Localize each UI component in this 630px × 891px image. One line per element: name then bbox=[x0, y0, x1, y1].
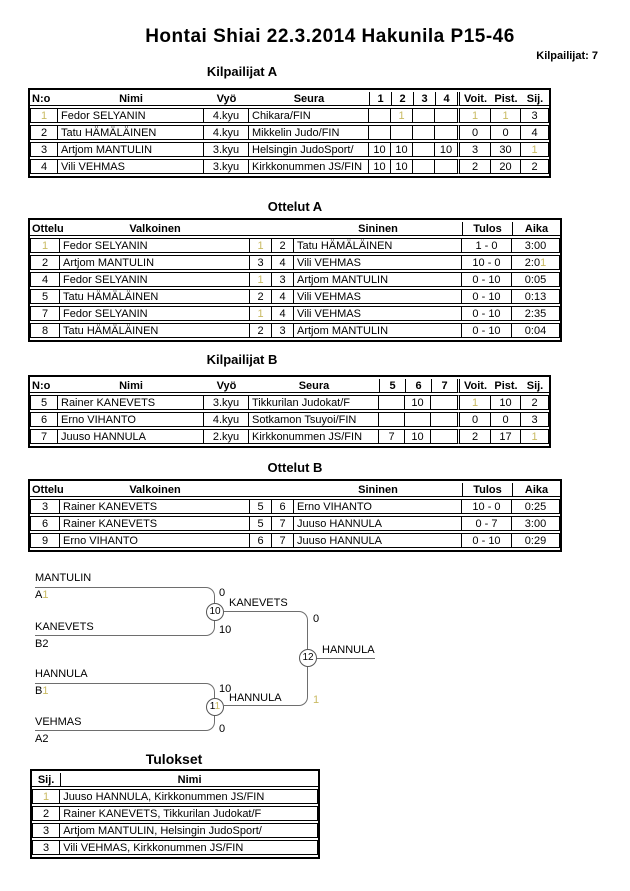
bracket-seed-label: B1 bbox=[35, 685, 49, 697]
table-cell bbox=[32, 789, 60, 804]
section-title-matches-a: Ottelut A bbox=[267, 199, 323, 214]
table-cell: Erno VIHANTO bbox=[58, 412, 204, 427]
faded-one-digit: 1 bbox=[531, 143, 538, 156]
column-header: Nimi bbox=[60, 773, 318, 787]
column-header: Pist. bbox=[491, 379, 521, 393]
table-cell: Vili VEHMAS bbox=[294, 306, 462, 321]
table-cell: Rainer KANEVETS bbox=[60, 516, 250, 531]
column-header: Voit. bbox=[457, 92, 491, 106]
table-cell: 0:29 bbox=[512, 533, 560, 548]
bracket-winner-label: KANEVETS bbox=[229, 597, 288, 609]
table-cell: Fedor SELYANIN bbox=[60, 306, 250, 321]
table-cell: 2 bbox=[457, 159, 491, 174]
faded-one-digit: 1 bbox=[502, 109, 509, 122]
column-header: Nimi bbox=[58, 379, 204, 393]
column-header: Aika bbox=[512, 222, 560, 236]
table-cell: 2 bbox=[272, 238, 294, 253]
faded-one-digit: 1 bbox=[42, 589, 49, 601]
table-cell: Vili VEHMAS bbox=[294, 255, 462, 270]
matches-a-table bbox=[28, 218, 562, 342]
table-cell: Juuso HANNULA bbox=[294, 516, 462, 531]
table-cell: Fedor SELYANIN bbox=[60, 272, 250, 287]
faded-one-digit: 1 bbox=[41, 239, 49, 252]
match-number-badge: 11 bbox=[206, 698, 224, 716]
faded-one-digit: 1 bbox=[471, 396, 479, 409]
table-cell: 7 bbox=[30, 306, 60, 321]
table-cell bbox=[379, 395, 405, 410]
table-cell: 3 bbox=[521, 412, 549, 427]
table-row bbox=[32, 789, 318, 804]
table-cell bbox=[431, 395, 457, 410]
table-cell bbox=[431, 412, 457, 427]
table-cell: Rainer KANEVETS bbox=[58, 395, 204, 410]
column-header: N:o bbox=[30, 379, 58, 393]
table-cell: 4.kyu bbox=[204, 412, 249, 427]
column-header: Sij. bbox=[521, 379, 549, 393]
table-cell: Juuso HANNULA, Kirkkonummen JS/FIN bbox=[60, 789, 318, 804]
table-cell: 10 bbox=[491, 395, 521, 410]
header-row bbox=[30, 483, 560, 497]
table-cell: 10 bbox=[435, 142, 457, 157]
table-cell: Juuso HANNULA bbox=[294, 533, 462, 548]
table-cell bbox=[369, 108, 391, 123]
column-header: N:o bbox=[30, 92, 58, 106]
header-row bbox=[30, 379, 549, 393]
table-cell: Tatu HÄMÄLÄINEN bbox=[294, 238, 462, 253]
table-cell: 3.kyu bbox=[204, 395, 249, 410]
table-cell: 2:35 bbox=[512, 306, 560, 321]
table-cell: Vili VEHMAS, Kirkkonummen JS/FIN bbox=[60, 840, 318, 855]
competitors-b bbox=[30, 377, 549, 446]
table-cell: Artjom MANTULIN, Helsingin JudoSport/ bbox=[60, 823, 318, 838]
column-header: Sij. bbox=[32, 773, 60, 787]
table-cell: 10 bbox=[405, 395, 431, 410]
table-cell: 10 - 0 bbox=[462, 255, 512, 270]
table-row bbox=[30, 142, 549, 157]
table-cell: 7 bbox=[379, 429, 405, 444]
table-cell: 0 bbox=[457, 412, 491, 427]
table-cell bbox=[413, 108, 435, 123]
bracket-competitor-label: MANTULIN bbox=[35, 572, 92, 584]
table-row bbox=[30, 238, 560, 253]
table-cell bbox=[250, 272, 272, 287]
table-cell bbox=[491, 108, 521, 123]
table-cell: 0 - 10 bbox=[462, 533, 512, 548]
table-cell: 10 bbox=[369, 142, 391, 157]
results bbox=[32, 771, 318, 857]
table-row bbox=[32, 823, 318, 838]
table-cell bbox=[379, 412, 405, 427]
table-cell: Kirkkonummen JS/FIN bbox=[249, 429, 379, 444]
table-cell: 3:00 bbox=[512, 238, 560, 253]
table-cell: 5 bbox=[250, 516, 272, 531]
competitors-a-table bbox=[28, 88, 551, 178]
table-cell: 6 bbox=[30, 412, 58, 427]
column-header: Ottelu bbox=[32, 222, 64, 235]
section-title-competitors-b: Kilpailijat B bbox=[206, 352, 278, 367]
table-row bbox=[30, 395, 549, 410]
table-cell: Tikkurilan Judokat/F bbox=[249, 395, 379, 410]
table-cell bbox=[457, 395, 491, 410]
table-cell: 4 bbox=[272, 289, 294, 304]
competitors-b-table bbox=[28, 375, 551, 448]
faded-one-digit: 1 bbox=[214, 701, 221, 712]
table-cell: Artjom MANTULIN bbox=[294, 272, 462, 287]
column-header: Seura bbox=[249, 379, 379, 393]
column-header: Pist. bbox=[491, 92, 521, 106]
table-cell: 2 bbox=[30, 255, 60, 270]
column-header: 7 bbox=[431, 379, 457, 393]
table-cell bbox=[431, 429, 457, 444]
column-header: Tulos bbox=[462, 222, 512, 236]
table-cell: 0 bbox=[457, 125, 491, 140]
table-cell: 3 bbox=[521, 108, 549, 123]
table-cell: 3 bbox=[250, 255, 272, 270]
results-table bbox=[30, 769, 320, 859]
faded-one-digit: 1 bbox=[40, 109, 48, 122]
table-cell: Chikara/FIN bbox=[249, 108, 369, 123]
table-cell: 6 bbox=[30, 516, 60, 531]
faded-one-digit: 1 bbox=[257, 273, 264, 286]
faded-one-digit: 1 bbox=[531, 430, 538, 443]
table-row bbox=[30, 499, 560, 514]
table-cell: 0 - 10 bbox=[462, 323, 512, 338]
table-cell: Erno VIHANTO bbox=[60, 533, 250, 548]
competitors-a bbox=[30, 90, 549, 176]
table-cell: 2:01 bbox=[512, 255, 560, 270]
table-cell: 0 - 10 bbox=[462, 272, 512, 287]
header-row bbox=[30, 92, 549, 106]
bracket-competitor-label: KANEVETS bbox=[35, 621, 94, 633]
table-row bbox=[30, 516, 560, 531]
bracket-score: 10 bbox=[219, 683, 232, 695]
table-cell: 10 bbox=[405, 429, 431, 444]
bracket-winner-line bbox=[317, 658, 375, 659]
matches-b-table bbox=[28, 479, 562, 552]
table-cell: 5 bbox=[250, 499, 272, 514]
table-cell: Rainer KANEVETS bbox=[60, 499, 250, 514]
column-header: Tulos bbox=[462, 483, 512, 497]
header-row bbox=[32, 773, 318, 787]
column-header: 5 bbox=[379, 379, 405, 393]
section-title-competitors-a: Kilpailijat A bbox=[206, 64, 278, 79]
table-cell: 0 bbox=[491, 125, 521, 140]
table-cell: 0:04 bbox=[512, 323, 560, 338]
bracket-winner-label: HANNULA bbox=[322, 644, 375, 656]
table-cell: 4.kyu bbox=[204, 108, 249, 123]
table-cell: Artjom MANTULIN bbox=[294, 323, 462, 338]
bracket-score: 0 bbox=[313, 613, 320, 625]
table-cell bbox=[391, 108, 413, 123]
faded-one-digit: 1 bbox=[43, 790, 50, 803]
participants-count: Kilpailijat: 7 bbox=[536, 50, 598, 62]
table-row bbox=[30, 306, 560, 321]
column-header: 4 bbox=[435, 92, 457, 106]
table-cell: 2 bbox=[32, 806, 60, 821]
match-number-badge: 10 bbox=[206, 603, 224, 621]
bracket-score: 0 bbox=[219, 723, 226, 735]
column-header: 1 bbox=[369, 92, 391, 106]
column-header: Aika bbox=[512, 483, 560, 497]
table-cell bbox=[435, 159, 457, 174]
table-cell: 2 bbox=[521, 159, 549, 174]
table-cell: 2 bbox=[457, 429, 491, 444]
column-header: Vyö bbox=[204, 379, 249, 393]
table-cell: 2 bbox=[250, 323, 272, 338]
table-cell: 4 bbox=[272, 306, 294, 321]
table-cell: Vili VEHMAS bbox=[294, 289, 462, 304]
matches-b bbox=[30, 481, 560, 550]
table-cell: 5 bbox=[30, 289, 60, 304]
table-cell: 3 bbox=[32, 840, 60, 855]
table-cell: 3:00 bbox=[512, 516, 560, 531]
table-cell bbox=[521, 142, 549, 157]
table-cell: 0 bbox=[491, 412, 521, 427]
table-cell: Rainer KANEVETS, Tikkurilan Judokat/F bbox=[60, 806, 318, 821]
table-cell: 6 bbox=[272, 499, 294, 514]
table-cell bbox=[369, 125, 391, 140]
faded-one-digit: 1 bbox=[540, 256, 547, 269]
table-cell bbox=[413, 159, 435, 174]
match-number-badge: 12 bbox=[299, 649, 317, 667]
table-cell: Tatu HÄMÄLÄINEN bbox=[60, 289, 250, 304]
table-cell bbox=[391, 125, 413, 140]
table-cell: 3 bbox=[272, 323, 294, 338]
table-row bbox=[30, 159, 549, 174]
table-row bbox=[30, 323, 560, 338]
faded-one-digit: 1 bbox=[471, 109, 479, 122]
column-header: 2 bbox=[391, 92, 413, 106]
column-header bbox=[272, 222, 294, 236]
table-cell: Tatu HÄMÄLÄINEN bbox=[58, 125, 204, 140]
table-cell: 4 bbox=[30, 272, 60, 287]
table-cell: 17 bbox=[491, 429, 521, 444]
table-cell: Mikkelin Judo/FIN bbox=[249, 125, 369, 140]
column-header bbox=[250, 222, 272, 236]
section-title-results: Tulokset bbox=[145, 751, 203, 767]
column-header: 3 bbox=[413, 92, 435, 106]
column-header: Valkoinen bbox=[60, 222, 250, 236]
faded-one-digit: 1 bbox=[257, 239, 264, 252]
faded-one-digit: 1 bbox=[257, 307, 264, 320]
table-cell: 4.kyu bbox=[204, 125, 249, 140]
table-cell: Juuso HANNULA bbox=[58, 429, 204, 444]
table-cell: Vili VEHMAS bbox=[58, 159, 204, 174]
table-cell bbox=[250, 238, 272, 253]
table-row bbox=[30, 289, 560, 304]
table-cell: 9 bbox=[30, 533, 60, 548]
table-cell: 5 bbox=[30, 395, 58, 410]
column-header bbox=[272, 483, 294, 497]
table-cell: 2 bbox=[521, 395, 549, 410]
table-cell: Artjom MANTULIN bbox=[58, 142, 204, 157]
table-row bbox=[30, 272, 560, 287]
section-title-matches-b: Ottelut B bbox=[267, 460, 323, 475]
table-row bbox=[30, 533, 560, 548]
table-cell: 0 - 10 bbox=[462, 289, 512, 304]
table-cell: 0:05 bbox=[512, 272, 560, 287]
table-cell: 10 bbox=[369, 159, 391, 174]
table-cell: 0 - 7 bbox=[462, 516, 512, 531]
table-cell: 3.kyu bbox=[204, 159, 249, 174]
table-cell bbox=[457, 108, 491, 123]
table-cell: 4 bbox=[272, 255, 294, 270]
table-cell bbox=[435, 125, 457, 140]
column-header: Sininen bbox=[294, 483, 462, 497]
bracket-seed-label: B2 bbox=[35, 638, 49, 650]
table-cell: 4 bbox=[30, 159, 58, 174]
bracket-seed-label: A1 bbox=[35, 589, 49, 601]
table-cell bbox=[413, 142, 435, 157]
table-cell: 3 bbox=[457, 142, 491, 157]
table-cell: Helsingin JudoSport/ bbox=[249, 142, 369, 157]
table-cell: Fedor SELYANIN bbox=[58, 108, 204, 123]
table-cell: 7 bbox=[272, 516, 294, 531]
table-cell: Fedor SELYANIN bbox=[60, 238, 250, 253]
table-cell: 0 - 10 bbox=[462, 306, 512, 321]
table-cell: 3 bbox=[30, 499, 60, 514]
table-row bbox=[30, 125, 549, 140]
table-cell: 3 bbox=[30, 142, 58, 157]
table-cell: Sotkamon Tsuyoi/FIN bbox=[249, 412, 379, 427]
table-cell: 1 - 0 bbox=[462, 238, 512, 253]
bracket-competitor-label: VEHMAS bbox=[35, 716, 82, 728]
table-cell: 6 bbox=[250, 533, 272, 548]
column-header: Vyö bbox=[204, 92, 249, 106]
table-row bbox=[30, 255, 560, 270]
table-row bbox=[30, 429, 549, 444]
table-cell bbox=[405, 412, 431, 427]
table-cell bbox=[413, 125, 435, 140]
table-cell: 7 bbox=[272, 533, 294, 548]
bracket-seed-label: A2 bbox=[35, 733, 49, 745]
table-cell: 0:13 bbox=[512, 289, 560, 304]
table-row bbox=[30, 412, 549, 427]
page-title: Hontai Shiai 22.3.2014 Hakunila P15-46 bbox=[145, 26, 515, 47]
table-cell: Erno VIHANTO bbox=[294, 499, 462, 514]
faded-one-digit: 1 bbox=[313, 694, 320, 706]
table-row bbox=[32, 840, 318, 855]
matches-a bbox=[30, 220, 560, 340]
table-cell: Artjom MANTULIN bbox=[60, 255, 250, 270]
column-header: Voit. bbox=[457, 379, 491, 393]
column-header: Ottelu bbox=[32, 483, 64, 496]
bracket-score: 0 bbox=[219, 587, 226, 599]
table-cell: 10 bbox=[391, 142, 413, 157]
column-header: Seura bbox=[249, 92, 369, 106]
table-cell: 8 bbox=[30, 323, 60, 338]
table-cell: Kirkkonummen JS/FIN bbox=[249, 159, 369, 174]
column-header: Valkoinen bbox=[60, 483, 250, 497]
header-row bbox=[30, 222, 560, 236]
column-header: Nimi bbox=[58, 92, 204, 106]
table-cell: 2.kyu bbox=[204, 429, 249, 444]
faded-one-digit: 1 bbox=[42, 685, 49, 697]
table-row bbox=[32, 806, 318, 821]
table-cell: 3.kyu bbox=[204, 142, 249, 157]
bracket-score bbox=[313, 694, 319, 706]
bracket-score: 10 bbox=[219, 624, 232, 636]
table-cell: 20 bbox=[491, 159, 521, 174]
table-cell: 3 bbox=[32, 823, 60, 838]
table-cell bbox=[30, 238, 60, 253]
table-cell: 0:25 bbox=[512, 499, 560, 514]
table-cell bbox=[250, 306, 272, 321]
table-cell: 10 bbox=[391, 159, 413, 174]
table-cell: 4 bbox=[521, 125, 549, 140]
table-cell: 30 bbox=[491, 142, 521, 157]
table-cell: 2 bbox=[30, 125, 58, 140]
table-cell bbox=[435, 108, 457, 123]
column-header bbox=[250, 483, 272, 497]
faded-one-digit: 1 bbox=[398, 109, 405, 122]
column-header: 6 bbox=[405, 379, 431, 393]
table-cell: 10 - 0 bbox=[462, 499, 512, 514]
table-cell bbox=[30, 108, 58, 123]
table-row bbox=[30, 108, 549, 123]
table-cell: 3 bbox=[272, 272, 294, 287]
column-header: Sininen bbox=[294, 222, 462, 236]
column-header: Sij. bbox=[521, 92, 549, 106]
bracket-competitor-label: HANNULA bbox=[35, 668, 88, 680]
table-cell: 2 bbox=[250, 289, 272, 304]
bracket-winner-label: HANNULA bbox=[229, 692, 282, 704]
table-cell bbox=[521, 429, 549, 444]
table-cell: Tatu HÄMÄLÄINEN bbox=[60, 323, 250, 338]
table-cell: 7 bbox=[30, 429, 58, 444]
